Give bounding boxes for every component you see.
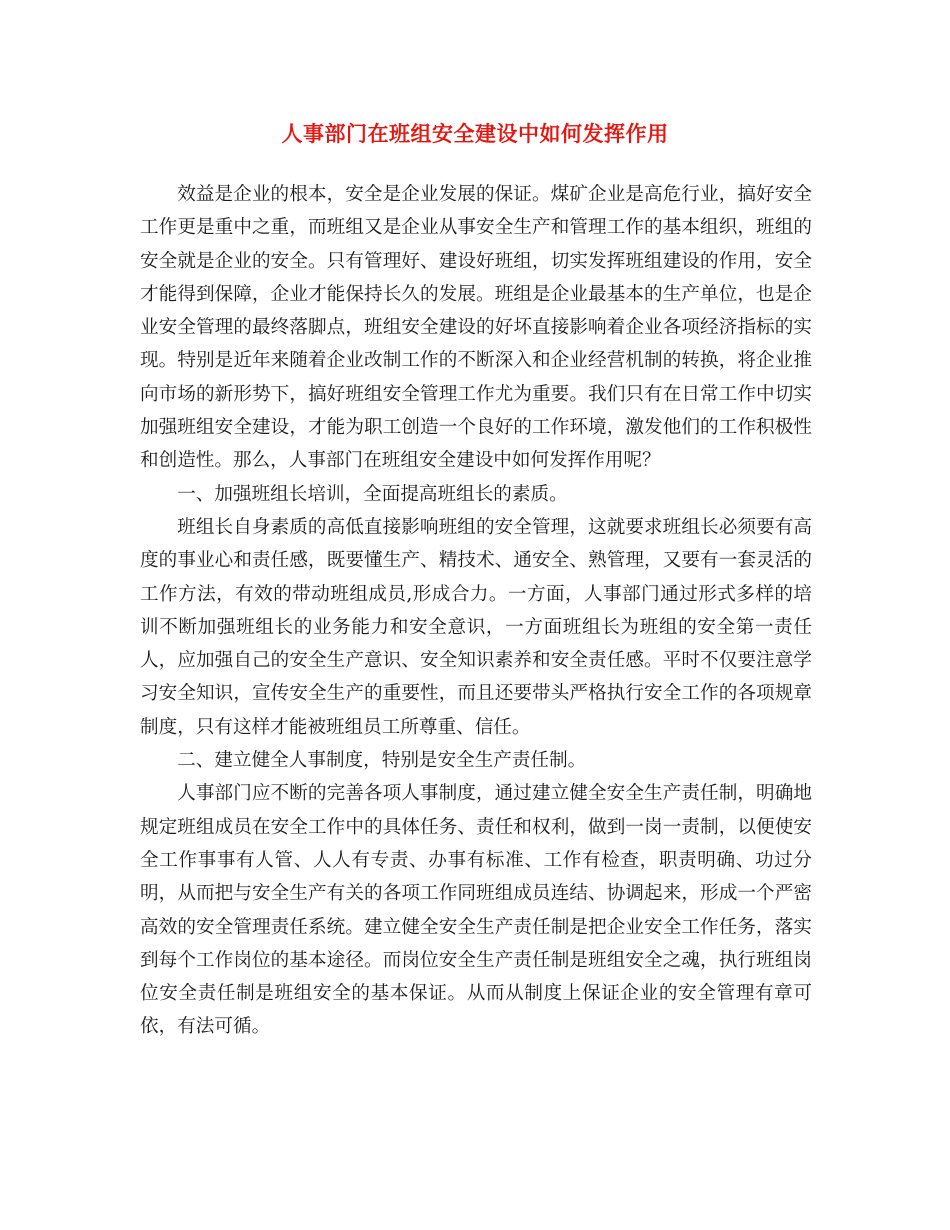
intro-paragraph: 效益是企业的根本，安全是企业发展的保证。煤矿企业是高危行业，搞好安全工作更是重中之重，而班组又是企业从事安全生产和管理工作的基本组织，班组的安全就是企业的安全。只有管理好、建设好班组，切实发挥班组建设的作用，安全才能得到保障，企业才能保持长久的发展。班组是企业最基本的生产单位，也是企业安全管理的最终落脚点，班组安全建设的好坏直接影响着企业各项经济指标的实现。特别是近年来随着企业改制工作的不断深入和企业经营机制的转换，将企业推向市场的新形势下，搞好班组安全管理工作尤为重要。我们只有在日常工作中切实加强班组安全建设，才能为职工创造一个良好的工作环境，激发他们的工作积极性和创造性。那么，人事部门在班组安全建设中如何发挥作用呢？ [140, 184, 812, 472]
section-heading-2: 二、建立健全人事制度，特别是安全生产责任制。 [177, 750, 587, 772]
section-heading-1: 一、加强班组长培训，全面提高班组长的素质。 [177, 483, 568, 505]
section-2-paragraph: 人事部门应不断的完善各项人事制度，通过建立健全安全生产责任制，明确地规定班组成员在安全工作中的具体任务、责任和权利，做到一岗一责制，以便使安全工作事事有人管、人人有专责、办事有标准、工作有检查，职责明确、功过分明，从而把与安全生产有关的各项工作同班组成员连结、协调起来，形成一个严密高效的安全管理责任系统。建立健全安全生产责任制是把企业安全工作任务，落实到每个工作岗位的基本途径。而岗位安全生产责任制是班组安全之魂，执行班组岗位安全责任制是班组安全的基本保证。从而从制度上保证企业的安全管理有章可依，有法可循。 [140, 783, 812, 1038]
document-body [140, 178, 812, 1044]
section-1-paragraph: 班组长自身素质的高低直接影响班组的安全管理，这就要求班组长必须要有高度的事业心和责任感，既要懂生产、精技术、通安全、熟管理，又要有一套灵活的工作方法，有效的带动班组成员,形成合力。一方面，人事部门通过形式多样的培训不断加强班组长的业务能力和安全意识，一方面班组长为班组的安全第一责任人，应加强自己的安全生产意识、安全知识素养和安全责任感。平时不仅要注意学习安全知识，宣传安全生产的重要性，而且还要带头严格执行安全工作的各项规章制度，只有这样才能被班组员工所尊重、信任。 [140, 516, 812, 738]
document-title: 人事部门在班组安全建设中如何发挥作用 [281, 121, 669, 146]
